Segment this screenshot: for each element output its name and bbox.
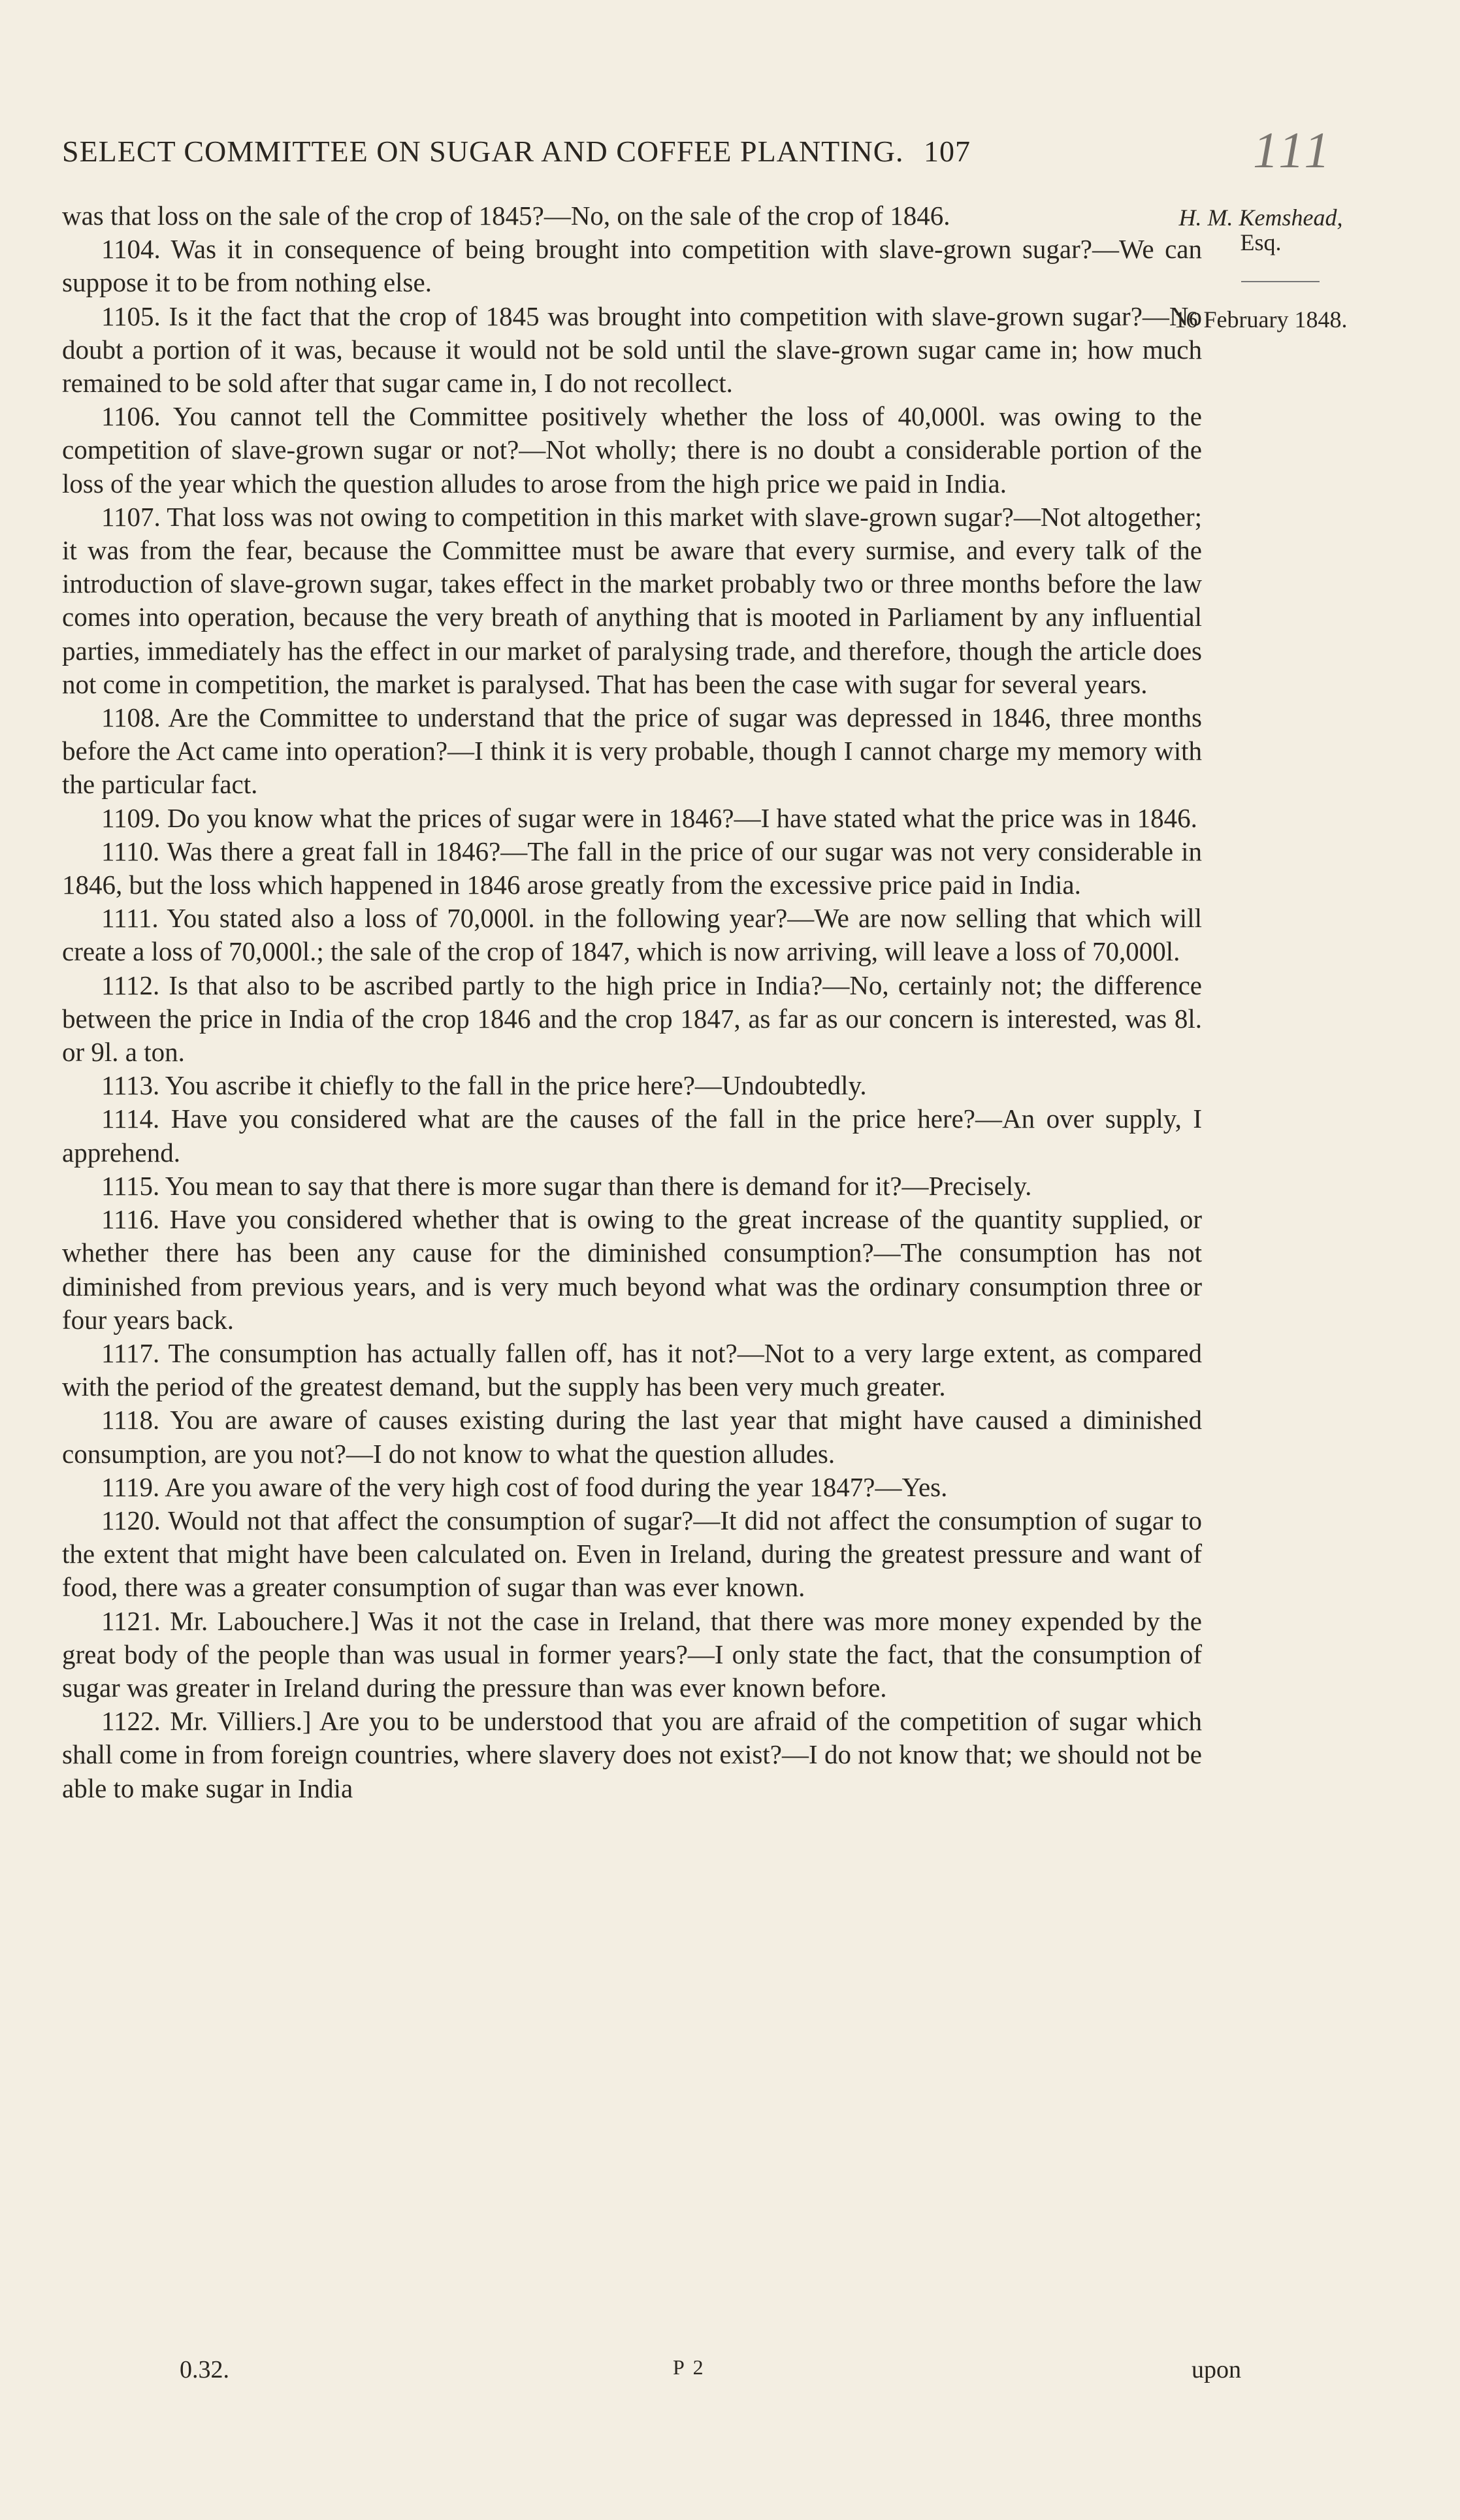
paragraph-continuation: was that loss on the sale of the crop of 1845?—No, on the sale of the crop of 1846.	[62, 201, 950, 231]
footer-sheet-ref: 0.32.	[180, 2356, 229, 2383]
question-1119: 1119. Are you aware of the very high cost of food during the year 1847?—Yes.	[101, 1471, 948, 1502]
margin-rule	[1241, 281, 1320, 282]
sidenote-date: 16 February 1848.	[1174, 306, 1348, 333]
question-1104: 1104. Was it in consequence of being brought into competition with slave-grown sugar?—We can suppose it to be from nothing else.	[62, 234, 1202, 298]
question-1106: 1106. You cannot tell the Committee positively whether the loss of 40,000l. was owing to the competition of slave-grown sugar or not?—Not wholly; there is no doubt a considerable portion of the loss of the year which the question alludes to arose from the high price we paid in India.	[62, 401, 1202, 499]
question-1109: 1109. Do you know what the prices of sugar were in 1846?—I have stated what the price was in 1846.	[101, 802, 1197, 833]
question-1122: 1122. Mr. Villiers.] Are you to be understood that you are afraid of the competition of sugar which shall come in from foreign countries, where slavery does not exist?—I do not know that; we should not be able to make sugar in India	[62, 1706, 1202, 1803]
question-1114: 1114. Have you considered what are the causes of the fall in the price here?—An over supply, I apprehend.	[62, 1104, 1202, 1168]
question-1113: 1113. You ascribe it chiefly to the fall in the price here?—Undoubtedly.	[101, 1070, 867, 1101]
header-title: SELECT COMMITTEE ON SUGAR AND COFFEE PLANTING.	[62, 135, 904, 168]
folio-mark: 111	[1253, 122, 1334, 178]
question-1108: 1108. Are the Committee to understand that the price of sugar was depressed in 1846, three months before the Act came into operation?—I think it is very probable, though I cannot charge my memory with the particular fact.	[62, 702, 1202, 800]
witness-name: H. M. Kemshead,	[1178, 205, 1343, 231]
question-1116: 1116. Have you considered whether that is owing to the great increase of the quantity supplied, or whether there has been any cause for the diminished consumption?—The consumption has not diminished from previous years, and is very much beyond what was the ordinary consumption three or four years back.	[62, 1204, 1202, 1335]
page-number: 107	[923, 135, 971, 168]
testimony-body	[62, 199, 1202, 1805]
page-footer	[62, 2355, 1241, 2395]
footer-signature: P 2	[673, 2355, 706, 2379]
question-1107: 1107. That loss was not owing to competition in this market with slave-grown sugar?—Not altogether; it was from the fear, because the Committee must be aware that every surmise, and every talk of the introduction of slave-grown sugar, takes effect in the market probably two or three months before the law comes into operation, because the very breath of anything that is mooted in Parliament by any influential parties, immediately has the effect in our market of paralysing trade, and therefore, though the article does not come in competition, the market is paralysed. That has been the case with sugar for several years.	[62, 501, 1202, 699]
witness-suffix: Esq.	[1240, 229, 1282, 255]
question-1117: 1117. The consumption has actually fallen off, has it not?—Not to a very large extent, as compared with the period of the greatest demand, but the supply has been very much greater.	[62, 1337, 1202, 1402]
question-1115: 1115. You mean to say that there is more sugar than there is demand for it?—Precisely.	[101, 1170, 1032, 1201]
question-1105: 1105. Is it the fact that the crop of 1845 was brought into competition with slave-grown sugar?—No doubt a portion of it was, because it would not be sold until the slave-grown sugar came in; how much remained to be sold after that sugar came in, I do not recollect.	[62, 301, 1202, 399]
question-1112: 1112. Is that also to be ascribed partly to the high price in India?—No, certainly not; the difference between the price in India of the crop 1846 and the crop 1847, as far as our concern is interested, was 8l. or 9l. a ton.	[62, 970, 1202, 1068]
footer-catchword: upon	[1192, 2356, 1241, 2383]
question-1118: 1118. You are aware of causes existing during the last year that might have caused a diminished consumption, are you not?—I do not know to what the question alludes.	[62, 1405, 1202, 1469]
running-header	[62, 134, 1160, 169]
question-1120: 1120. Would not that affect the consumption of sugar?—It did not affect the consumption of sugar to the extent that might have been calculated on. Even in Ireland, during the greatest pressure and want of food, there was a greater consumption of sugar than was ever known.	[62, 1505, 1202, 1603]
question-1111: 1111. You stated also a loss of 70,000l. in the following year?—We are now selling that which will create a loss of 70,000l.; the sale of the crop of 1847, which is now arriving, will leave a loss of 70,000l.	[62, 903, 1202, 967]
question-1121: 1121. Mr. Labouchere.] Was it not the case in Ireland, that there was more money expended by the great body of the people than was usual in former years?—I only state the fact, that the consumption of sugar was greater in Ireland during the pressure than was ever known before.	[62, 1605, 1202, 1703]
question-1110: 1110. Was there a great fall in 1846?—The fall in the price of our sugar was not very considerable in 1846, but the loss which happened in 1846 arose greatly from the excessive price paid in India.	[62, 836, 1202, 900]
